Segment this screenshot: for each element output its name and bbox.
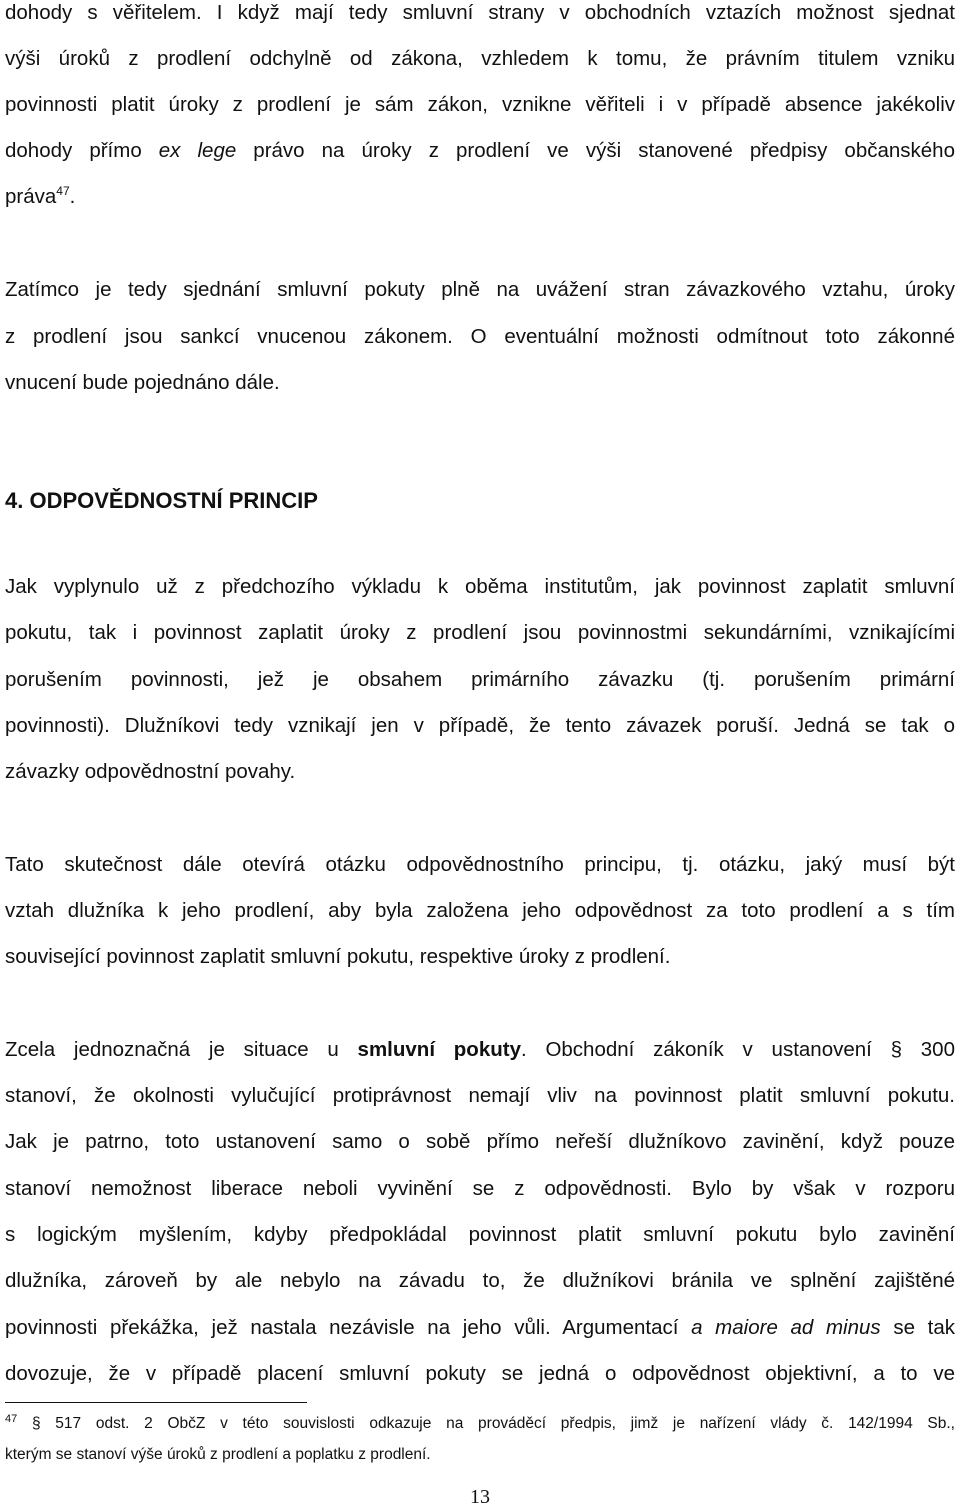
latin-term-ex-lege: ex lege <box>158 139 237 162</box>
latin-term-a-maiore-ad-minus: a maiore ad minus <box>691 1316 881 1339</box>
paragraph-4-line-2: vztah dlužníka k jeho prodlení, aby byla založena jeho odpovědnost za toto prodlení a s tím <box>5 899 955 922</box>
paragraph-5-line-3: Jak je patrno, toto ustanovení samo o sobě přímo neřeší dlužníkovo zavinění, když pouze <box>5 1130 955 1153</box>
paragraph-5-line-5: s logickým myšlením, kdyby předpokládal povinnost platit smluvní pokutu bylo zavinění <box>5 1223 955 1246</box>
paragraph-1-line-1: dohody s věřitelem. I když mají tedy smluvní strany v obchodních vztazích možnost sjednat <box>5 1 955 24</box>
paragraph-3-line-1: Jak vyplynulo už z předchozího výkladu k oběma institutům, jak povinnost zaplatit smluvní <box>5 575 955 598</box>
footnote-line-2: kterým se stanoví výše úroků z prodlení a poplatku z prodlení. <box>5 1446 431 1463</box>
paragraph-1-line-3: povinnosti platit úroky z prodlení je sám zákon, vznikne věřiteli i v případě absence jakékoliv <box>5 93 955 116</box>
paragraph-3-line-3: porušením povinnosti, jež je obsahem primárního závazku (tj. porušením primární <box>5 668 955 691</box>
paragraph-3-line-4: povinnosti). Dlužníkovi tedy vznikají jen v případě, že tento závazek poruší. Jedná se tak o <box>5 714 955 737</box>
paragraph-4-line-1: Tato skutečnost dále otevírá otázku odpovědnostního principu, tj. otázku, jaký musí být <box>5 853 955 876</box>
paragraph-4-line-3: související povinnost zaplatit smluvní pokutu, respektive úroky z prodlení. <box>5 945 671 968</box>
footnote-line-1: $^{47}$ § 517 odst. 2 ObčZ v této souvislosti odkazuje na prováděcí předpis, jimž je nařízení vlády č. 142/1994 Sb., <box>5 1412 955 1432</box>
paragraph-3-line-2: pokutu, tak i povinnost zaplatit úroky z prodlení jsou povinnostmi sekundárními, vznikajícími <box>5 621 955 644</box>
paragraph-5-line-7: povinnosti překážka, jež nastala nezávisle na jeho vůli. Argumentací a maiore ad minus se tak <box>5 1316 956 1339</box>
paragraph-5-line-2: stanoví, že okolnosti vylučující protiprávnost nemají vliv na povinnost platit smluvní pokutu. <box>5 1084 955 1107</box>
paragraph-2-line-1: Zatímco je tedy sjednání smluvní pokuty plně na uvážení stran závazkového vztahu, úroky <box>5 278 955 301</box>
section-heading: 4. ODPOVĚDNOSTNÍ PRINCIP <box>5 488 318 513</box>
page-number: 13 <box>470 1486 490 1508</box>
paragraph-2-line-2: z prodlení jsou sankcí vnucenou zákonem. O eventuální možnosti odmítnout toto zákonné <box>5 325 955 348</box>
paragraph-5-line-4: stanoví nemožnost liberace neboli vyvinění se z odpovědnosti. Bylo by však v rozporu <box>5 1177 955 1200</box>
paragraph-5-line-8: dovozuje, že v případě placení smluvní pokuty se jedná o odpovědnost objektivní, a to ve <box>5 1362 955 1385</box>
paragraph-1-line-5: práva$^{47}$. <box>5 184 76 208</box>
paragraph-1-line-2: výši úroků z prodlení odchylně od zákona, vzhledem k tomu, že právním titulem vzniku <box>5 47 955 70</box>
bold-term-smluvni-pokuty: smluvní pokuty <box>357 1038 521 1061</box>
paragraph-2-line-3: vnucení bude pojednáno dále. <box>5 371 280 394</box>
paragraph-3-line-5: závazky odpovědnostní povahy. <box>5 760 296 783</box>
footnote-mark: 47 <box>5 1412 18 1425</box>
paragraph-5-line-6: dlužníka, zároveň by ale nebylo na závadu to, že dlužníkovi bránila ve splnění zajištěné <box>5 1269 955 1292</box>
paragraph-5-line-1: Zcela jednoznačná je situace u smluvní pokuty. Obchodní zákoník v ustanovení § 300 <box>5 1038 955 1061</box>
footnote-ref-47[interactable]: 47 <box>56 184 70 199</box>
footnote-separator <box>5 1402 307 1403</box>
paragraph-1-line-4: dohody přímo ex lege právo na úroky z prodlení ve výši stanovené předpisy občanského <box>5 139 955 162</box>
